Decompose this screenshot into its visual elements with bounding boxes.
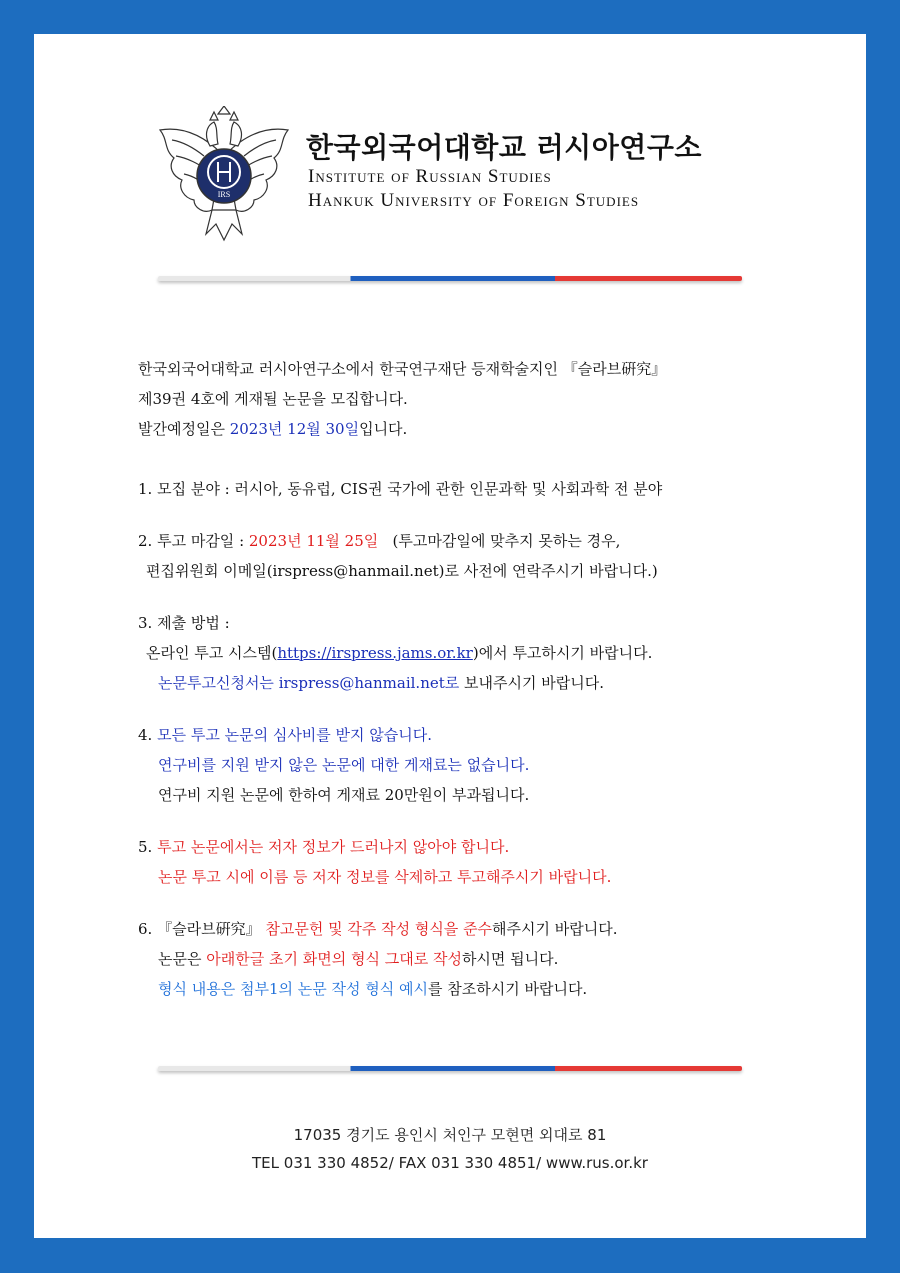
- item-4-line-2: 연구비를 지원 받지 않은 논문에 대한 게재료는 없습니다.: [158, 756, 530, 774]
- tricolor-divider-bottom: [158, 1066, 742, 1071]
- intro-line-2: 제39권 4호에 게재될 논문을 모집합니다.: [138, 390, 408, 408]
- institute-name-korean: 한국외국어대학교 러시아연구소: [306, 131, 702, 164]
- document-page: [34, 34, 866, 1238]
- intro-line-1: 한국외국어대학교 러시아연구소에서 한국연구재단 등재학술지인 『슬라브硏究』: [138, 360, 667, 378]
- footer-contact: TEL 031 330 4852/ FAX 031 330 4851/ www.rus.or.kr: [252, 1154, 648, 1172]
- svg-text:IRS: IRS: [217, 190, 231, 199]
- footer-address: 17035 경기도 용인시 처인구 모현면 외대로 81: [293, 1126, 607, 1144]
- call-for-papers-body: [138, 354, 798, 1004]
- item-6-line-3: 형식 내용은 첨부1의 논문 작성 형식 예시를 참조하시기 바랍니다.: [158, 980, 588, 998]
- item-1-field: 1. 모집 분야 : 러시아, 동유럽, CIS권 국가에 관한 인문과학 및 사회과학 전 분야: [138, 480, 663, 498]
- intro-line-3: 발간예정일은 2023년 12월 30일입니다.: [138, 420, 408, 438]
- item-3-online-system: 온라인 투고 시스템(https://irspress.jams.or.kr)에서 투고하시기 바랍니다.: [146, 644, 653, 662]
- item-4-line-1: 4. 모든 투고 논문의 심사비를 받지 않습니다.: [138, 726, 433, 744]
- tricolor-divider-top: [158, 276, 742, 281]
- submission-deadline: 2023년 11월 25일: [248, 532, 379, 550]
- item-4-line-3: 연구비 지원 논문에 한하여 게재료 20만원이 부과됩니다.: [158, 786, 530, 804]
- double-headed-eagle-emblem: [154, 106, 294, 242]
- item-2-contact-line: 편집위원회 이메일(irspress@hanmail.net)로 사전에 연락주시기 바랍니다.): [146, 562, 658, 580]
- item-3-heading: 3. 제출 방법 :: [138, 614, 230, 632]
- item-6-line-1: 6. 『슬라브硏究』 참고문헌 및 각주 작성 형식을 준수해주시기 바랍니다.: [138, 920, 618, 938]
- item-5-line-1: 5. 투고 논문에서는 저자 정보가 드러나지 않아야 합니다.: [138, 838, 510, 856]
- institute-header: [154, 106, 754, 246]
- submission-system-link[interactable]: https://irspress.jams.or.kr: [277, 644, 473, 662]
- item-6-line-2: 논문은 아래한글 초기 화면의 형식 그대로 작성하시면 됩니다.: [158, 950, 559, 968]
- item-5-line-2: 논문 투고 시에 이름 등 저자 정보를 삭제하고 투고해주시기 바랍니다.: [158, 868, 612, 886]
- publication-date: 2023년 12월 30일: [229, 420, 360, 438]
- item-3-application-form: 논문투고신청서는 irspress@hanmail.net로 보내주시기 바랍니다.: [158, 674, 604, 692]
- institute-name-english: Institute of Russian Studies: [308, 166, 552, 187]
- university-name-english: Hankuk University of Foreign Studies: [308, 190, 640, 211]
- item-2-deadline: 2. 투고 마감일 : 2023년 11월 25일 (투고마감일에 맞추지 못하는 경우,: [138, 532, 621, 550]
